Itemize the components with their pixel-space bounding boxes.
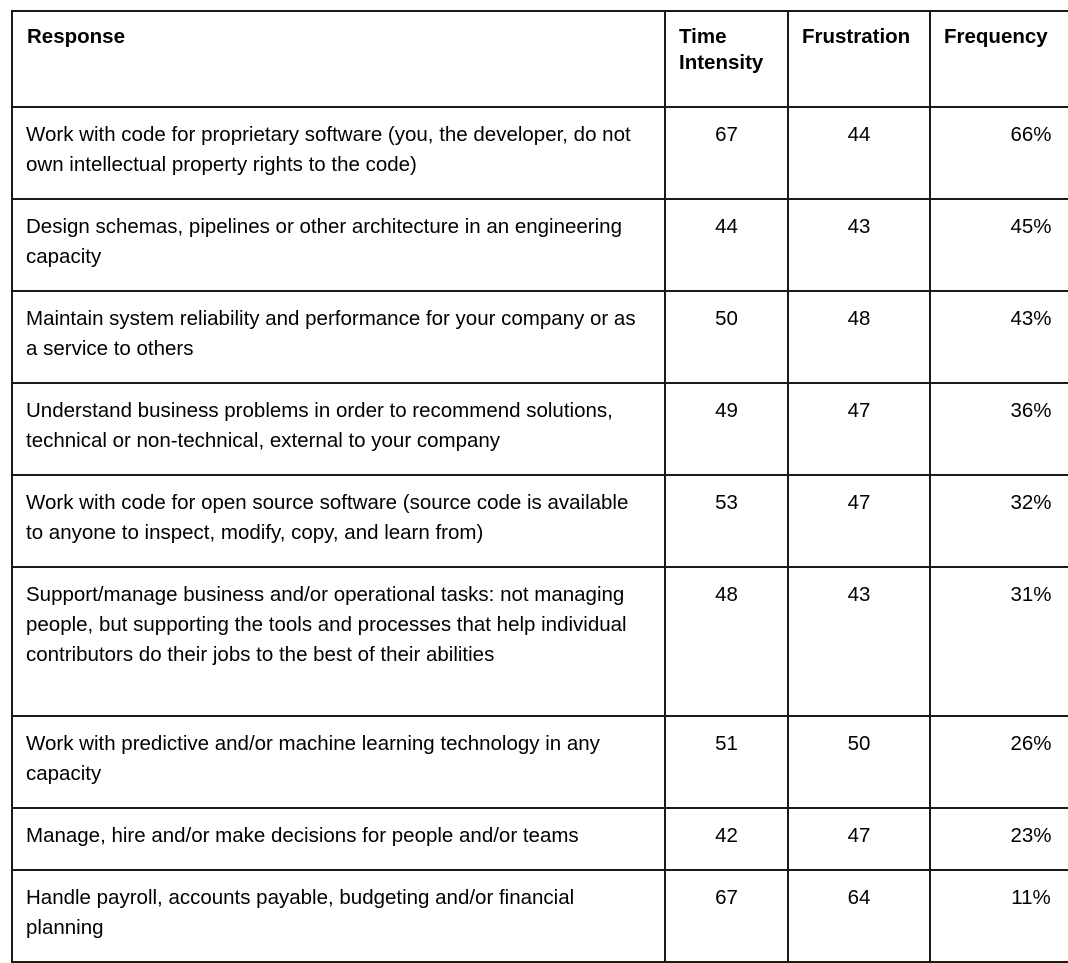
cell-time-intensity: 42 bbox=[665, 808, 788, 870]
cell-frustration: 48 bbox=[788, 291, 930, 383]
column-header-frustration[interactable]: Frustration bbox=[788, 11, 930, 107]
cell-frustration: 43 bbox=[788, 567, 930, 716]
table-row bbox=[12, 567, 1068, 716]
cell-frequency: 26% bbox=[930, 716, 1068, 808]
cell-frustration: 47 bbox=[788, 383, 930, 475]
table-header-row bbox=[12, 11, 1068, 107]
cell-response: Work with predictive and/or machine learning technology in any capacity bbox=[12, 716, 665, 808]
cell-time-intensity: 67 bbox=[665, 870, 788, 962]
column-header-response[interactable]: Response bbox=[12, 11, 665, 107]
table-row bbox=[12, 716, 1068, 808]
table-body bbox=[12, 107, 1068, 962]
cell-response: Work with code for proprietary software (you, the developer, do not own intellectual property rights to the code) bbox=[12, 107, 665, 199]
cell-time-intensity: 51 bbox=[665, 716, 788, 808]
table-row bbox=[12, 199, 1068, 291]
cell-time-intensity: 67 bbox=[665, 107, 788, 199]
column-header-frequency[interactable]: Frequency bbox=[930, 11, 1068, 107]
cell-time-intensity: 44 bbox=[665, 199, 788, 291]
column-header-time-intensity[interactable]: Time Intensity bbox=[665, 11, 788, 107]
cell-response: Design schemas, pipelines or other architecture in an engineering capacity bbox=[12, 199, 665, 291]
cell-response: Manage, hire and/or make decisions for people and/or teams bbox=[12, 808, 665, 870]
cell-response: Understand business problems in order to recommend solutions, technical or non-technical, external to your company bbox=[12, 383, 665, 475]
table-row bbox=[12, 107, 1068, 199]
table-row bbox=[12, 870, 1068, 962]
cell-response: Work with code for open source software (source code is available to anyone to inspect, modify, copy, and learn from) bbox=[12, 475, 665, 567]
survey-response-table bbox=[11, 10, 1068, 963]
cell-frustration: 64 bbox=[788, 870, 930, 962]
cell-frequency: 11% bbox=[930, 870, 1068, 962]
cell-frequency: 32% bbox=[930, 475, 1068, 567]
cell-frequency: 43% bbox=[930, 291, 1068, 383]
cell-frustration: 47 bbox=[788, 808, 930, 870]
table-row bbox=[12, 383, 1068, 475]
cell-time-intensity: 49 bbox=[665, 383, 788, 475]
cell-time-intensity: 53 bbox=[665, 475, 788, 567]
cell-time-intensity: 48 bbox=[665, 567, 788, 716]
survey-table-container bbox=[11, 10, 1068, 963]
cell-frequency: 23% bbox=[930, 808, 1068, 870]
cell-response: Maintain system reliability and performance for your company or as a service to others bbox=[12, 291, 665, 383]
cell-frequency: 66% bbox=[930, 107, 1068, 199]
table-row bbox=[12, 291, 1068, 383]
table-row bbox=[12, 475, 1068, 567]
cell-frustration: 47 bbox=[788, 475, 930, 567]
cell-frustration: 44 bbox=[788, 107, 930, 199]
cell-frustration: 50 bbox=[788, 716, 930, 808]
cell-frequency: 36% bbox=[930, 383, 1068, 475]
cell-time-intensity: 50 bbox=[665, 291, 788, 383]
cell-response: Handle payroll, accounts payable, budgeting and/or financial planning bbox=[12, 870, 665, 962]
table-row bbox=[12, 808, 1068, 870]
cell-frequency: 45% bbox=[930, 199, 1068, 291]
cell-frustration: 43 bbox=[788, 199, 930, 291]
table-header bbox=[12, 11, 1068, 107]
cell-response: Support/manage business and/or operational tasks: not managing people, but supporting the tools and processes that help individual contributors do their jobs to the best of their abilities bbox=[12, 567, 665, 716]
cell-frequency: 31% bbox=[930, 567, 1068, 716]
